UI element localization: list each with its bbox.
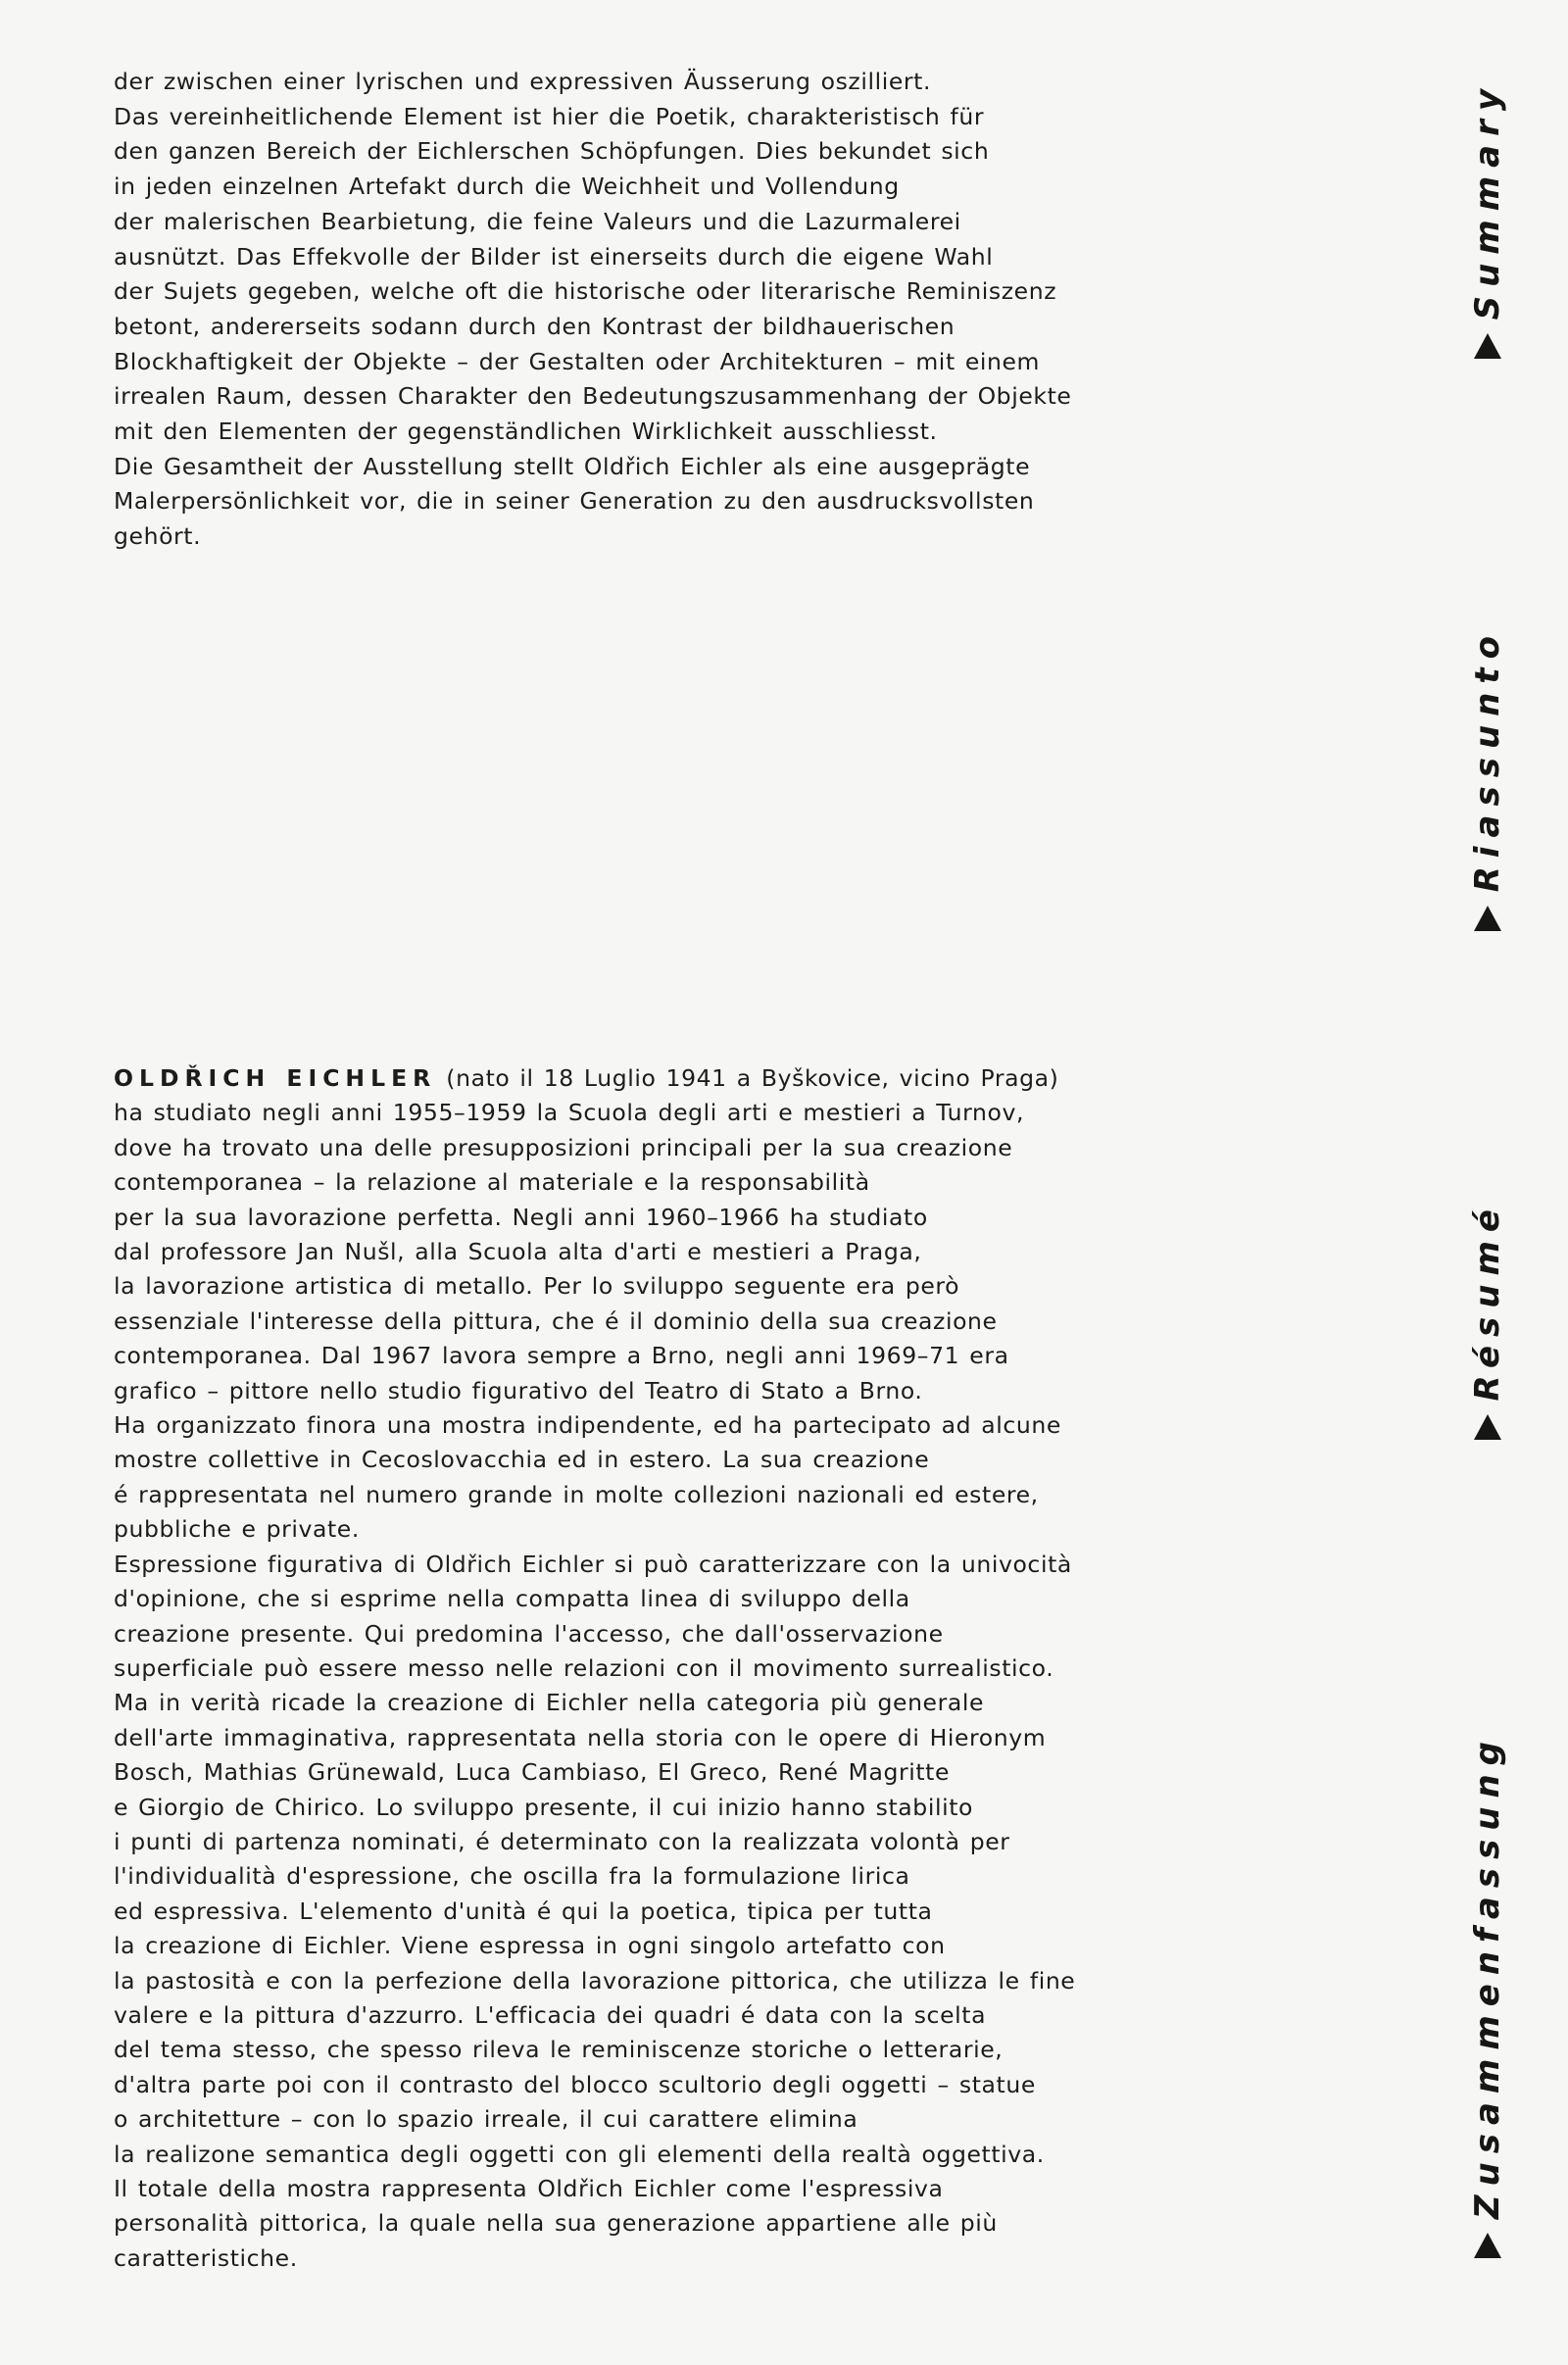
text-line: per la sua lavorazione perfetta. Negli anni 1960–1966 ha studiato	[114, 1203, 928, 1231]
triangle-up-icon	[1474, 2233, 1501, 2258]
triangle-up-icon	[1474, 1414, 1501, 1440]
text-line: Ma in verità ricade la creazione di Eichler nella categoria più generale	[114, 1689, 985, 1717]
text-line: dell'arte immaginativa, rappresentata nella storia con le opere di Hieronym	[114, 1723, 1047, 1751]
text-line: é rappresentata nel numero grande in molte collezioni nazionali ed estere,	[114, 1480, 1039, 1508]
text-line: mostre collettive in Cecoslovacchia ed in estero. La sua creazione	[114, 1446, 930, 1474]
text-line: i punti di partenza nominati, é determinato con la realizzata volontà per	[114, 1827, 1010, 1855]
text-line: creazione presente. Qui predomina l'accesso, che dall'osservazione	[114, 1619, 944, 1648]
tab-summary[interactable]	[1448, 80, 1527, 359]
text-line: ausnützt. Das Effekvolle der Bilder ist einerseits durch die eigene Wahl	[114, 242, 994, 271]
text-line: la creazione di Eichler. Viene espressa in ogni singolo artefatto con	[114, 1932, 946, 1960]
tab-resume-label: Résumé	[1468, 1201, 1507, 1402]
tab-summary-label: Summary	[1468, 80, 1507, 320]
text-line: Ha organizzato finora una mostra indipendente, ed ha partecipato ad alcune	[114, 1411, 1061, 1440]
text-line: ha studiato negli anni 1955–1959 la Scuola degli arti e mestieri a Turnov,	[114, 1099, 1025, 1127]
text-line: gehört.	[114, 522, 202, 551]
text-line: la pastosità e con la perfezione della lavorazione pittorica, che utilizza le fine	[114, 1966, 1076, 1995]
text-line: e Giorgio de Chirico. Lo sviluppo presente, il cui inizio hanno stabilito	[114, 1793, 974, 1821]
text-line: in jeden einzelnen Artefakt durch die Weichheit und Vollendung	[114, 172, 900, 201]
text-line: d'altra parte poi con il contrasto del blocco scultorio degli oggetti – statue	[114, 2070, 1036, 2098]
language-tab-sidebar	[1448, 0, 1527, 2365]
text-line: valere e la pittura d'azzurro. L'efficacia dei quadri é data con la scelta	[114, 2000, 987, 2029]
text-line: dove ha trovato una delle presupposizioni principali per la sua creazione	[114, 1133, 1013, 1161]
text-line: grafico – pittore nello studio figurativo del Teatro di Stato a Brno.	[114, 1376, 923, 1404]
tab-resume[interactable]	[1448, 1201, 1527, 1440]
text-line-heading	[114, 1061, 1167, 1096]
text-line: Die Gesamtheit der Ausstellung stellt Oldřich Eichler als eine ausgeprägte	[114, 452, 1031, 480]
text-line: Das vereinheitlichende Element ist hier die Poetik, charakteristisch für	[114, 102, 985, 130]
tab-zusammenfassung[interactable]	[1448, 1733, 1527, 2258]
artist-birth-details: (nato il 18 Luglio 1941 a Byškovice, vicino Praga)	[436, 1064, 1059, 1092]
text-line: pubbliche e private.	[114, 1515, 360, 1544]
text-line: Bosch, Mathias Grünewald, Luca Cambiaso, El Greco, René Magritte	[114, 1758, 951, 1787]
tab-riassunto-label: Riassunto	[1468, 627, 1507, 893]
text-line: la realizone semantica degli oggetti con gli elementi della realtà oggettiva.	[114, 2140, 1045, 2168]
tab-zusammenfassung-label: Zusammenfassung	[1468, 1733, 1507, 2220]
text-line: der Sujets gegeben, welche oft die historische oder literarische Reminiszenz	[114, 277, 1057, 306]
text-line: irrealen Raum, dessen Charakter den Bedeutungszusammenhang der Objekte	[114, 382, 1072, 411]
text-line: der malerischen Bearbietung, die feine Valeurs und die Lazurmalerei	[114, 207, 961, 235]
text-line: Blockhaftigkeit der Objekte – der Gestalten oder Architekturen – mit einem	[114, 347, 1041, 375]
german-summary-paragraph	[114, 65, 1167, 555]
tab-riassunto[interactable]	[1448, 627, 1527, 931]
text-line: del tema stesso, che spesso rileva le reminiscenze storiche o letterarie,	[114, 2036, 1004, 2064]
text-line: contemporanea. Dal 1967 lavora sempre a Brno, negli anni 1969–71 era	[114, 1342, 1009, 1370]
italian-riassunto-paragraph	[114, 1061, 1167, 2276]
text-line: dal professore Jan Nušl, alla Scuola alta d'arti e mestieri a Praga,	[114, 1238, 922, 1266]
text-line: personalità pittorica, la quale nella sua generazione appartiene alle più	[114, 2209, 998, 2238]
text-line: der zwischen einer lyrischen und expressiven Äusserung oszilliert.	[114, 68, 932, 95]
text-line: caratteristiche.	[114, 2243, 298, 2272]
text-line: betont, andererseits sodann durch den Kontrast der bildhauerischen	[114, 312, 956, 340]
text-line: Il totale della mostra rappresenta Oldřich Eichler come l'espressiva	[114, 2175, 944, 2202]
text-line: Malerpersönlichkeit vor, die in seiner Generation zu den ausdrucksvollsten	[114, 487, 1035, 516]
artist-name: OLDŘICH EICHLER	[114, 1064, 437, 1092]
text-line: essenziale l'interesse della pittura, che é il dominio della sua creazione	[114, 1306, 998, 1335]
triangle-up-icon	[1474, 333, 1501, 359]
text-line: ed espressiva. L'elemento d'unità é qui la poetica, tipica per tutta	[114, 1897, 933, 1925]
text-line: o architetture – con lo spazio irreale, il cui carattere elimina	[114, 2105, 858, 2134]
text-line: la lavorazione artistica di metallo. Per lo sviluppo seguente era però	[114, 1272, 960, 1301]
text-line: mit den Elementen der gegenständlichen Wirklichkeit ausschliesst.	[114, 418, 938, 446]
text-line: den ganzen Bereich der Eichlerschen Schöpfungen. Dies bekundet sich	[114, 137, 990, 166]
text-line: superficiale può essere messo nelle relazioni con il movimento surrealistico.	[114, 1653, 1054, 1682]
text-line: contemporanea – la relazione al materiale e la responsabilità	[114, 1168, 870, 1197]
text-line: Espressione figurativa di Oldřich Eichler si può caratterizzare con la univocità	[114, 1550, 1072, 1578]
text-line: l'individualità d'espressione, che oscilla fra la formulazione lirica	[114, 1862, 910, 1891]
triangle-up-icon	[1474, 906, 1501, 931]
text-line: d'opinione, che si esprime nella compatta linea di sviluppo della	[114, 1585, 910, 1613]
